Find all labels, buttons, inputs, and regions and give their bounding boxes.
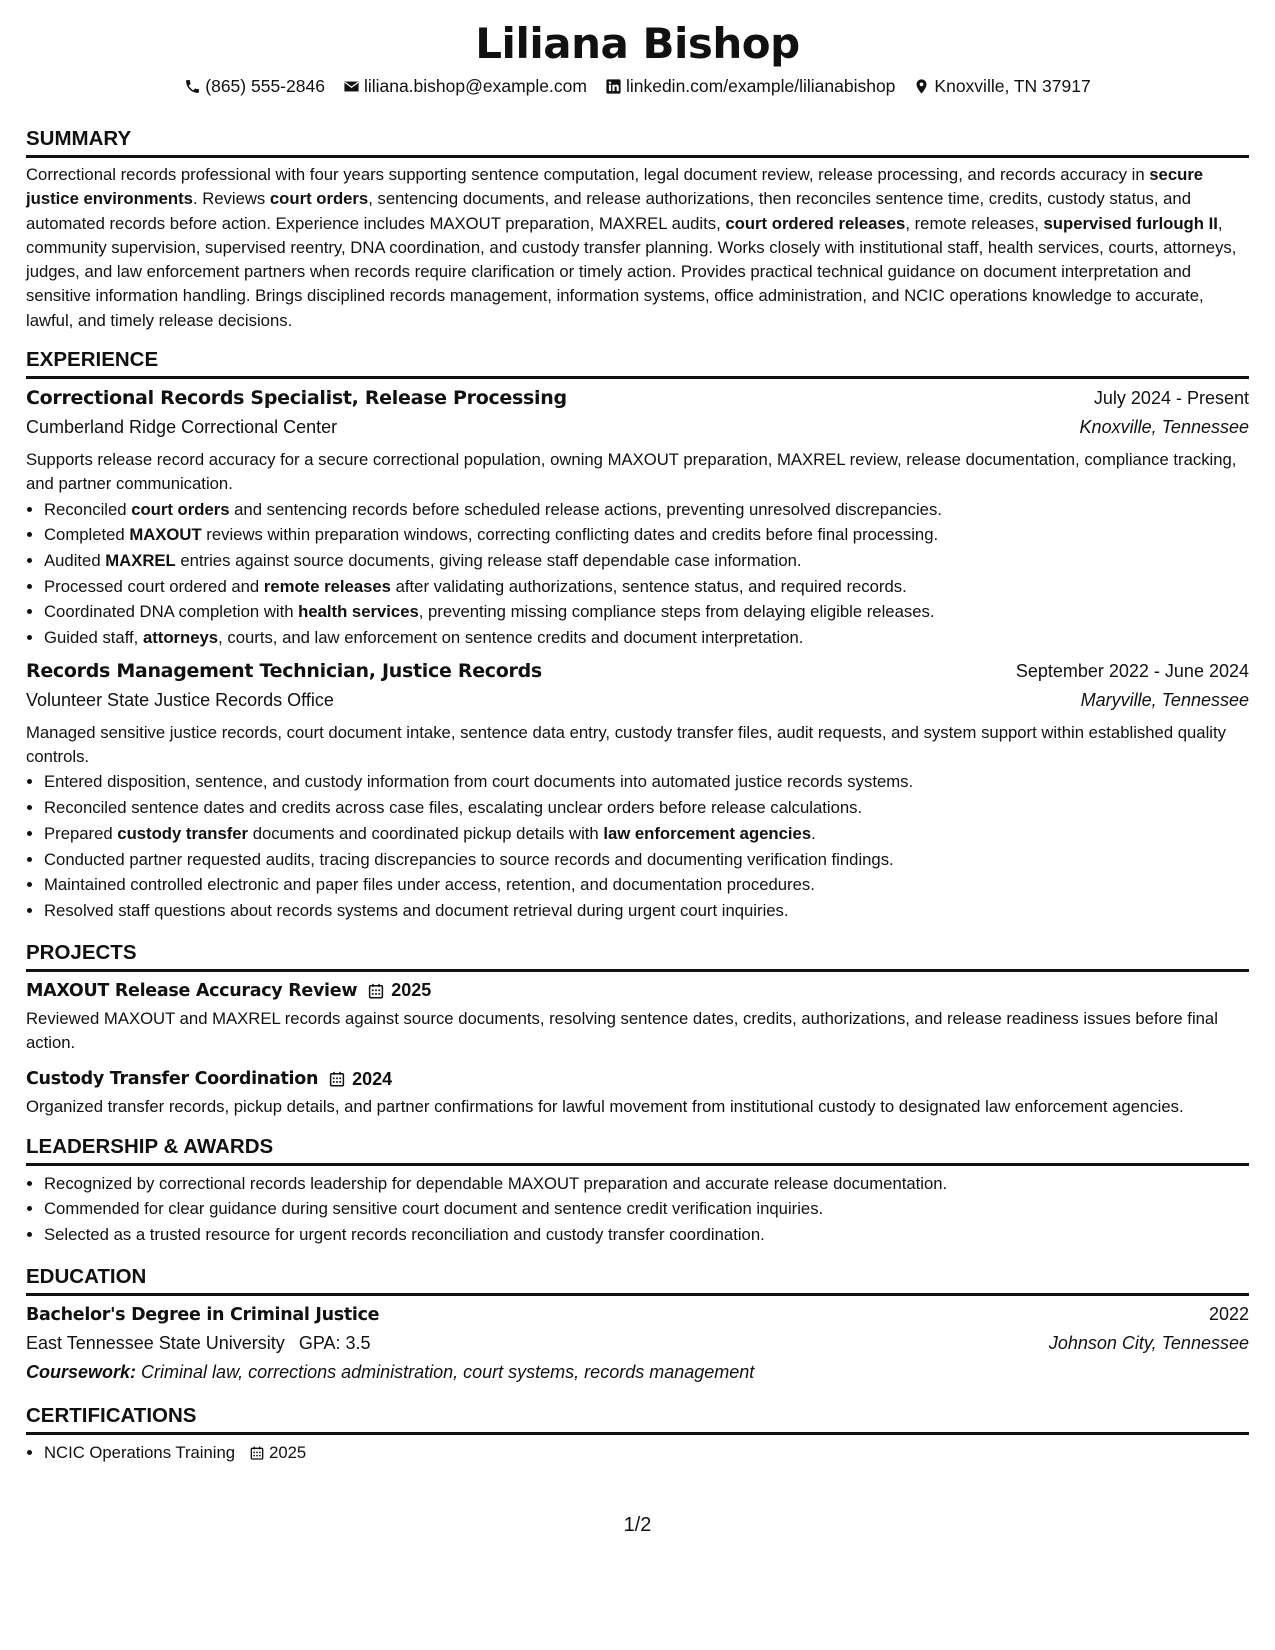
envelope-icon xyxy=(343,78,360,95)
coursework-label: Coursework: xyxy=(26,1361,137,1382)
text-run: Conducted partner requested audits, tracing discrepancies to source records and documenting verification findings. xyxy=(44,849,894,869)
project-entry xyxy=(26,977,1249,1056)
certification-entry xyxy=(44,1440,306,1466)
certifications-list xyxy=(26,1440,1249,1466)
text-run: . Reviews xyxy=(192,189,270,209)
school-name: East Tennessee State University xyxy=(26,1332,285,1353)
section-title-leadership: LEADERSHIP & AWARDS xyxy=(26,1134,1249,1166)
bold-text: law enforcement agencies xyxy=(603,823,812,843)
list-item xyxy=(44,599,1249,625)
project-description: Reviewed MAXOUT and MAXREL records against source documents, resolving sentence dates, credits, authorizations, and release readiness issues before final action. xyxy=(26,1008,1218,1052)
gpa: GPA: 3.5 xyxy=(298,1332,371,1353)
job-organization: Cumberland Ridge Correctional Center xyxy=(26,417,338,438)
summary-text xyxy=(26,163,1249,333)
list-item xyxy=(44,847,1249,873)
summary-section xyxy=(26,126,1249,333)
text-run: reviews within preparation windows, correcting conflicting dates and credits before final processing. xyxy=(201,525,939,545)
candidate-name: Liliana Bishop xyxy=(475,19,800,68)
education-subheader xyxy=(26,1329,1249,1358)
calendar-icon xyxy=(328,1070,346,1088)
linkedin-icon xyxy=(605,78,622,95)
bold-text: supervised furlough II xyxy=(1043,213,1218,233)
project-header xyxy=(26,977,1249,1005)
list-item xyxy=(44,795,1249,821)
job-organization: Volunteer State Justice Records Office xyxy=(26,689,334,710)
bold-text: court orders xyxy=(131,499,230,519)
list-item xyxy=(44,898,1249,924)
bold-text: court orders xyxy=(269,189,369,209)
job-subheader xyxy=(26,685,1249,715)
graduation-year: 2022 xyxy=(1208,1303,1249,1324)
job-summary: Managed sensitive justice records, court document intake, sentence data entry, custody transfer files, audit requests, and system support within established quality controls. xyxy=(26,722,1226,767)
job-dates: September 2022 - June 2024 xyxy=(1015,660,1249,681)
project-year xyxy=(367,980,431,1001)
coursework xyxy=(26,1358,1249,1387)
job-header xyxy=(26,384,1249,412)
school-info xyxy=(26,1329,371,1358)
contact-bar xyxy=(26,74,1249,98)
text-run: Prepared xyxy=(44,823,118,843)
project-year-text: 2024 xyxy=(352,1068,393,1089)
list-item xyxy=(44,497,1249,523)
job-title: Correctional Records Specialist, Release Processing xyxy=(26,387,567,410)
job-header xyxy=(26,657,1249,685)
job-bullets xyxy=(26,497,1249,651)
location-text: Knoxville, TN 37917 xyxy=(934,76,1091,96)
project-description: Organized transfer records, pickup details, and partner confirmations for lawful movement from institutional custody to designated law enforcement agencies. xyxy=(26,1097,1184,1117)
leadership-section xyxy=(26,1134,1249,1248)
list-item xyxy=(44,769,1249,795)
certification-name: • NCIC Operations Training xyxy=(44,1442,236,1462)
phone-icon xyxy=(184,78,201,95)
resume-page xyxy=(26,18,1249,1465)
list-item: • Commended for clear guidance during sensitive court document and sentence credit verification inquiries. xyxy=(44,1196,1249,1222)
section-title-summary: SUMMARY xyxy=(26,126,1249,158)
job-title: Records Management Technician, Justice Records xyxy=(26,659,542,682)
certification-year xyxy=(249,1440,306,1466)
projects-section xyxy=(26,940,1249,1120)
text-run: entries against source documents, giving release staff dependable case information. xyxy=(175,551,802,571)
job-dates: July 2024 - Present xyxy=(1093,388,1249,409)
section-title-experience: EXPERIENCE xyxy=(26,347,1249,379)
bold-text: health services xyxy=(298,602,419,622)
email-link[interactable]: liliana.bishop@example.com xyxy=(363,76,587,96)
contact-linkedin[interactable] xyxy=(605,74,895,98)
section-title-certifications: CERTIFICATIONS xyxy=(26,1403,1249,1435)
job-bullets xyxy=(26,769,1249,923)
bold-text: remote releases xyxy=(263,576,391,596)
list-item xyxy=(44,872,1249,898)
list-item: • Selected as a trusted resource for urgent records reconciliation and custody transfer coordination. xyxy=(44,1222,1249,1248)
list-item: • Recognized by correctional records leadership for dependable MAXOUT preparation and accurate release documentation. xyxy=(44,1171,1249,1197)
list-item xyxy=(44,821,1249,847)
text-run: and sentencing records before scheduled release actions, preventing unresolved discrepancies. xyxy=(229,499,942,519)
job-entry xyxy=(26,657,1249,924)
degree-title: Bachelor's Degree in Criminal Justice xyxy=(26,1304,380,1325)
education-section xyxy=(26,1264,1249,1387)
project-year-text: 2025 xyxy=(391,980,432,1001)
coursework-text: Criminal law, corrections administration, court systems, records management xyxy=(141,1361,755,1382)
section-title-projects: PROJECTS xyxy=(26,940,1249,972)
bold-text: attorneys xyxy=(142,628,219,648)
text-run: Coordinated DNA completion with xyxy=(44,602,299,622)
certifications-section xyxy=(26,1403,1249,1466)
text-run: documents and coordinated pickup details with xyxy=(248,823,604,843)
text-run: Entered disposition, sentence, and custody information from court documents into automated justice records systems. xyxy=(44,772,914,792)
bold-text: MAXOUT xyxy=(129,525,202,545)
project-year xyxy=(328,1069,392,1090)
job-summary: Supports release record accuracy for a secure correctional population, owning MAXOUT preparation, MAXREL review, release documentation, compliance tracking, and partner communication. xyxy=(26,450,1237,494)
page-number: 1/2 xyxy=(623,1514,652,1536)
text-run: Guided staff, xyxy=(44,628,143,648)
contact-location xyxy=(913,74,1090,98)
experience-section xyxy=(26,347,1249,924)
leadership-list xyxy=(26,1171,1249,1248)
calendar-icon xyxy=(367,982,385,1000)
text-run: after validating authorizations, sentence status, and required records. xyxy=(390,576,907,596)
text-run: , community supervision, supervised reentry, DNA coordination, and custody transfer planning. Works closely with institutional staff, health services, courts, attorneys, judges, and law enforcement partners when records require clarification or timely action. Provides practical technical guidance on document interpretation and sensitive information handling. Brings disciplined records management, information systems, office administration, and NCIC operations knowledge to accurate, lawful, and timely release decisions. xyxy=(26,213,1237,330)
text-run: . xyxy=(811,823,816,843)
section-title-education: EDUCATION xyxy=(26,1264,1249,1296)
job-location: Maryville, Tennessee xyxy=(1080,689,1249,710)
contact-phone xyxy=(184,74,325,98)
text-run: Maintained controlled electronic and paper files under access, retention, and documentation procedures. xyxy=(44,875,815,895)
job-location: Knoxville, Tennessee xyxy=(1079,417,1249,438)
project-entry xyxy=(26,1065,1249,1119)
bold-text: MAXREL xyxy=(105,551,176,571)
text-run: , preventing missing compliance steps from delaying eligible releases. xyxy=(418,602,935,622)
contact-email[interactable] xyxy=(343,74,587,98)
text-run: Audited xyxy=(44,551,106,571)
text-run: Resolved staff questions about records systems and document retrieval during urgent court inquiries. xyxy=(44,901,789,920)
map-pin-icon xyxy=(913,78,930,95)
project-header xyxy=(26,1065,1249,1093)
project-title: Custody Transfer Coordination xyxy=(26,1069,319,1090)
text-run: Completed xyxy=(44,525,130,545)
text-run: Reconciled sentence dates and credits across case files, escalating unclear orders before release calculations. xyxy=(44,798,863,818)
school-location: Johnson City, Tennessee xyxy=(1048,1332,1249,1353)
text-run: , sentencing documents, and release authorizations, then reconciles sentence time, credits, custody status, and automated records before action. Experience includes MAXOUT preparation, MAXREL audits, xyxy=(26,189,1191,233)
list-item xyxy=(44,548,1249,574)
phone-text: (865) 555-2846 xyxy=(205,76,325,96)
text-run: , remote releases, xyxy=(905,213,1044,233)
list-item xyxy=(44,625,1249,651)
list-item xyxy=(44,574,1249,600)
list-item xyxy=(44,522,1249,548)
project-title: MAXOUT Release Accuracy Review xyxy=(26,980,358,1001)
bold-text: secure justice environments xyxy=(26,165,1204,209)
job-entry xyxy=(26,384,1249,651)
text-run: Correctional records professional with four years supporting sentence computation, legal document review, release processing, and records accuracy in xyxy=(26,165,1150,184)
linkedin-link[interactable]: linkedin.com/example/lilianabishop xyxy=(625,76,896,96)
text-run: Reconciled xyxy=(44,499,132,519)
bold-text: court ordered releases xyxy=(725,213,906,233)
job-subheader xyxy=(26,412,1249,442)
text-run: Processed court ordered and xyxy=(44,576,264,596)
text-run: , courts, and law enforcement on sentence credits and document interpretation. xyxy=(218,628,804,648)
bold-text: custody transfer xyxy=(117,823,249,843)
list-item xyxy=(44,1440,1249,1466)
calendar-icon xyxy=(249,1445,265,1461)
education-header xyxy=(26,1301,1249,1329)
certification-year-text: 2025 xyxy=(269,1442,307,1462)
